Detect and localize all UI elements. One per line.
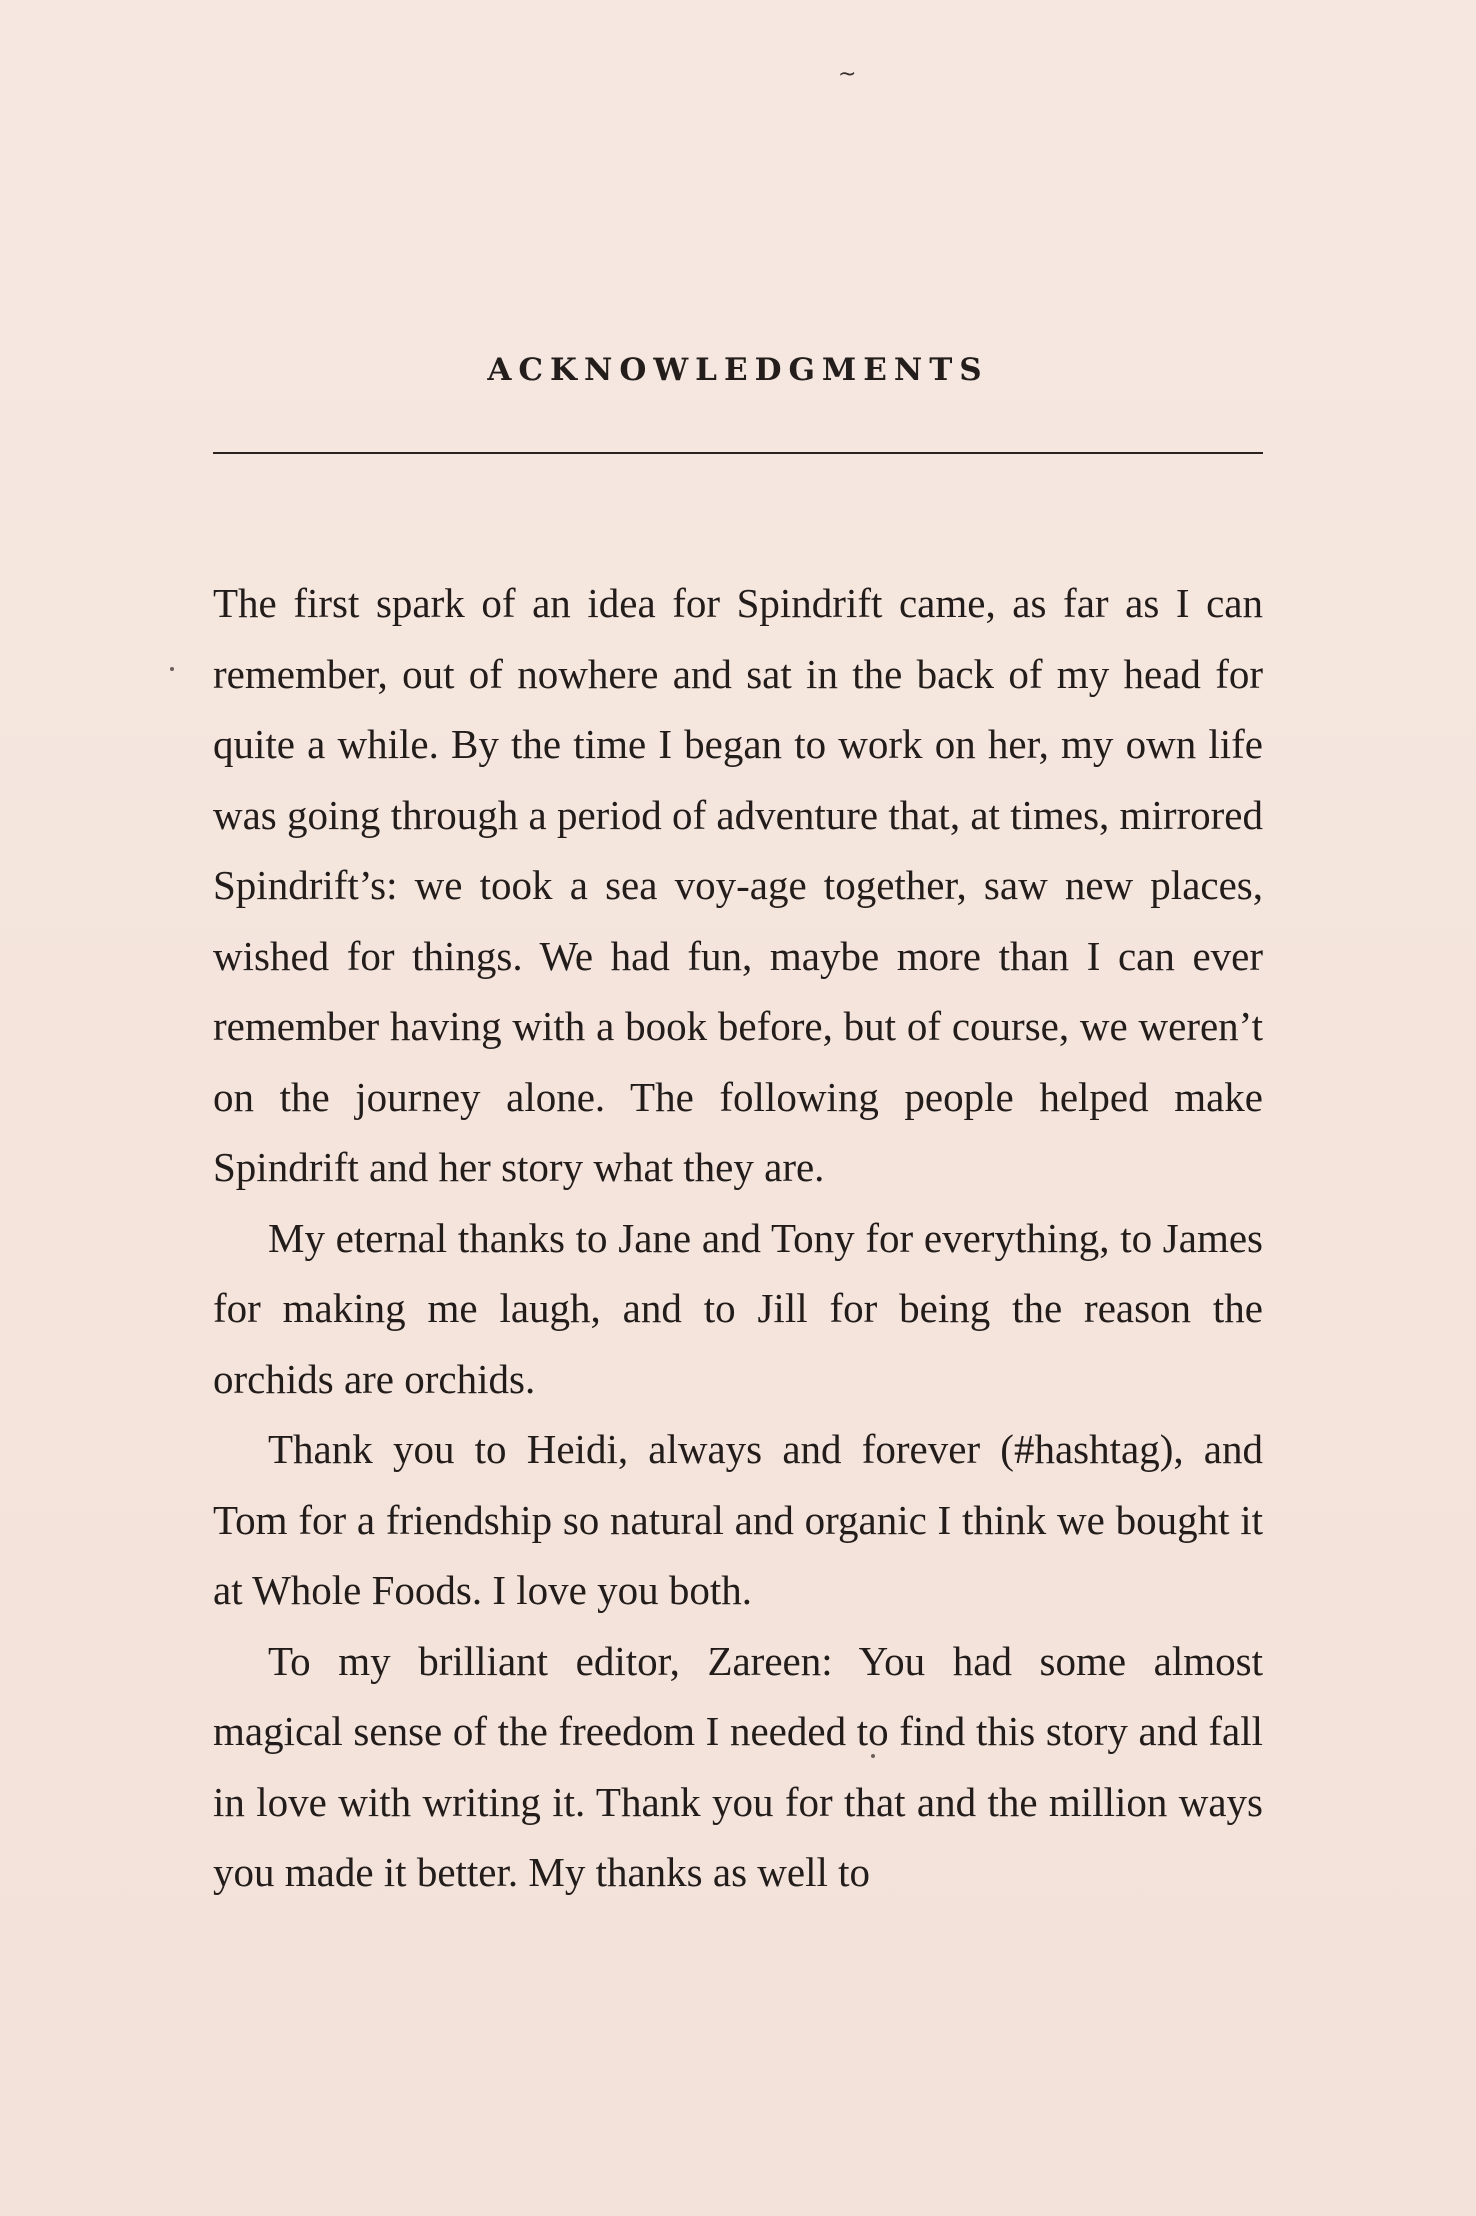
ink-mark: ~ <box>838 62 857 87</box>
paragraph: To my brilliant editor, Zareen: You had some almost magical sense of the freedom I needed to find this story and fall in love with writing it. Thank you for that and the million ways you made it better. My thanks as well to <box>213 1637 1263 1895</box>
page-title: ACKNOWLEDGMENTS <box>487 352 989 388</box>
paper-speck <box>170 667 174 671</box>
paragraph: My eternal thanks to Jane and Tony for everything, to James for making me laugh, and to Jill for being the reason the orchids are orchids. <box>213 1214 1263 1402</box>
paragraph: The first spark of an idea for Spindrift came, as far as I can remember, out of nowhere and sat in the back of my head for quite a while. By the time I began to work on her, my own life was going through a period of adventure that, at times, mirrored Spindrift’s: we took a sea voy-age together, saw new places, wished for things. We had fun, maybe more than I can ever remember having with a book before, but of course, we weren’t on the journey alone. The following people helped make Spindrift and her story what they are. <box>213 580 1263 1190</box>
title-divider <box>213 452 1263 454</box>
body-text <box>213 568 1263 1908</box>
paragraph: Thank you to Heidi, always and forever (#hashtag), and Tom for a friendship so natural and organic I think we bought it at Whole Foods. I love you both. <box>213 1426 1263 1613</box>
